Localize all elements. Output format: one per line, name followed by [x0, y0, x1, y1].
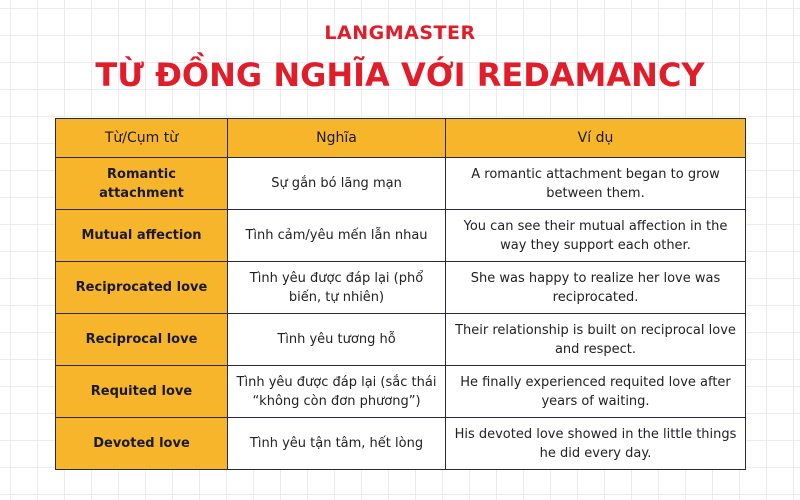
table-row [56, 210, 746, 262]
brand-logo: LANGMASTER [324, 22, 476, 44]
table-header-row [56, 119, 746, 158]
meaning-cell: Tình yêu được đáp lại (sắc thái “không còn đơn phương”) [228, 366, 446, 418]
table-row [56, 366, 746, 418]
example-cell: You can see their mutual affection in the way they support each other. [446, 210, 746, 262]
term-cell: Devoted love [56, 418, 228, 470]
term-cell: Reciprocal love [56, 314, 228, 366]
meaning-cell: Tình yêu được đáp lại (phổ biến, tự nhiên) [228, 262, 446, 314]
table-row [56, 418, 746, 470]
term-cell: Reciprocated love [56, 262, 228, 314]
example-cell: A romantic attachment began to grow between them. [446, 158, 746, 210]
term-cell: Romantic attachment [56, 158, 228, 210]
synonyms-table [55, 118, 746, 470]
meaning-cell: Tình cảm/yêu mến lẫn nhau [228, 210, 446, 262]
term-cell: Requited love [56, 366, 228, 418]
column-header-term: Từ/Cụm từ [56, 119, 228, 158]
example-cell: She was happy to realize her love was reciprocated. [446, 262, 746, 314]
table-row [56, 314, 746, 366]
meaning-cell: Tình yêu tương hỗ [228, 314, 446, 366]
table-row [56, 158, 746, 210]
example-cell: He finally experienced requited love after years of waiting. [446, 366, 746, 418]
example-cell: Their relationship is built on reciprocal love and respect. [446, 314, 746, 366]
meaning-cell: Sự gắn bó lãng mạn [228, 158, 446, 210]
column-header-meaning: Nghĩa [228, 119, 446, 158]
term-cell: Mutual affection [56, 210, 228, 262]
example-cell: His devoted love showed in the little things he did every day. [446, 418, 746, 470]
column-header-example: Ví dụ [446, 119, 746, 158]
page-title: TỪ ĐỒNG NGHĨA VỚI REDAMANCY [95, 56, 705, 94]
table-row [56, 262, 746, 314]
meaning-cell: Tình yêu tận tâm, hết lòng [228, 418, 446, 470]
